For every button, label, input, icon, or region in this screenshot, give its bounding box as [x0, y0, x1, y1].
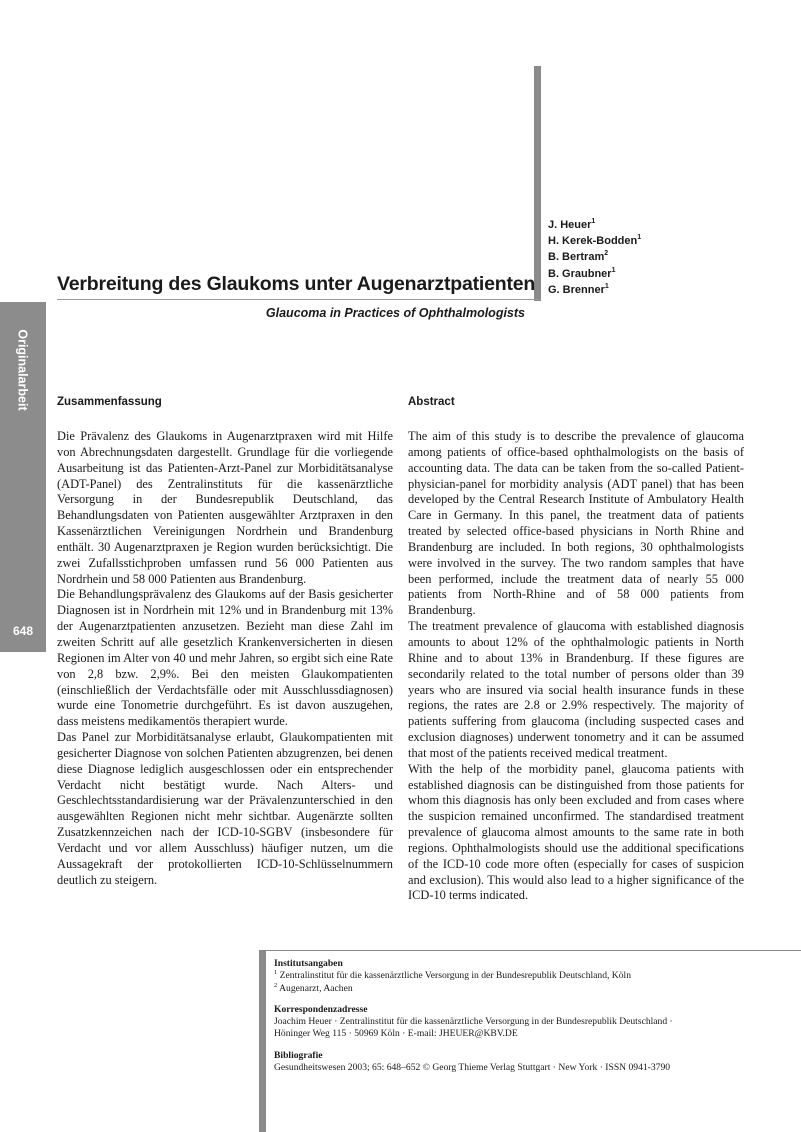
- section-label: Originalarbeit: [16, 328, 30, 411]
- institute-line: $^1$ Zentralinstitut für die kassenärztliche Versorgung in der Bundesrepublik Deutschland, Köln: [274, 969, 631, 982]
- footer-divider: [259, 950, 801, 951]
- bibliography-line: Gesundheitswesen 2003; 65: 648–652 © Georg Thieme Verlag Stuttgart · New York · ISSN 0941-3790: [274, 1062, 671, 1074]
- german-paragraph: Das Panel zur Morbiditätsanalyse erlaubt, Glaukompatienten mit gesicherter Diagnose von solchen Patienten abzugrenzen, bei denen diese Diagnose lediglich ausgeschlossen oder ein entsprechender Verdacht nicht bestätigt wurde. Nach Alters- und Geschlechtsstandardisierung war der Prävalenzunterschied in den ausgewählten Regionen nicht mehr sichtbar. Augenärzte sollten Zusatzkennzeichen nach der ICD-10-SGBV (insbesondere für Verdacht und vor allem Ausschluss) häufiger nutzen, um die Aussagekraft der protokollierten ICD-10-Schlüsselnummern deutlich zu steigern.: [57, 730, 393, 887]
- english-paragraph: With the help of the morbidity panel, glaucoma patients with established diagnosis can be distinguished from those patients for whom this diagnosis has only been excluded and from cases where the suspicion remained unconfirmed. The standardised treatment prevalence of glaucoma almost amounts to the same rate in both regions. Ophthalmologists should use the additional specifications of the ICD-10 code more often (especially for cases of suspicion and exclusion). This would also lead to a higher significance of the ICD-10 terms indicated.: [408, 761, 744, 903]
- article-subtitle: Glaucoma in Practices of Ophthalmologists: [265, 306, 525, 320]
- correspondence-line: Joachim Heuer · Zentralinstitut für die kassenärztliche Versorgung in der Bundesrepublik Deutschland ·: [274, 1016, 673, 1028]
- english-abstract-heading: Abstract: [408, 396, 455, 408]
- bibliography-block: [274, 1050, 794, 1075]
- author: G. Brenner$^1$: [548, 282, 609, 296]
- english-abstract: [408, 396, 744, 904]
- article-title: Verbreitung des Glaukoms unter Augenarztpatienten: [57, 273, 536, 295]
- correspondence-line: Höninger Weg 115 · 50969 Köln · E-mail: JHEUER@KBV.DE: [274, 1028, 518, 1040]
- author: J. Heuer$^1$: [548, 218, 596, 231]
- institute-line: $^2$ Augenarzt, Aachen: [274, 981, 353, 994]
- institutes-heading: Institutsangaben: [274, 958, 343, 969]
- footer-vertical-rule: [259, 950, 266, 1132]
- german-abstract: [57, 396, 393, 888]
- english-paragraph: The treatment prevalence of glaucoma with established diagnosis amounts to about 12% of the ophthalmologic patients in North Rhine and to about 13% in Brandenburg. If these figures are secondarily related to the total number of persons older than 39 years who are insured via social health insurance funds in these regions, the rates are 2.8 or 2.9% respectively. The majority of patients suffering from glaucoma (including suspected cases and exclusion diagnoses) underwent tonometry and it can be assumed that most of the patients received medical treatment.: [408, 619, 744, 760]
- english-paragraph: The aim of this study is to describe the prevalence of glaucoma among patients of office-based ophthalmologists on the basis of accounting data. The data can be taken from the so-called Patient-physician-panel for morbidity analysis (ADT panel) that has been developed by the Central Research Institute of Ambulatory Health Care in Germany. In this panel, the treatment data of patients treated by selected office-based physicians in North Rhine and Brandenburg are included. In both regions, 30 ophthalmologists were involved in the survey. The two random samples that have been performed, include the treatment data of nearly 55 000 patients from North-Rhine and of 58 000 patients from Brandenburg.: [408, 429, 744, 618]
- correspondence-block: [274, 1004, 794, 1041]
- german-paragraph: Die Behandlungsprävalenz des Glaukoms auf der Basis gesicherter Diagnosen ist in Nordrhein mit 12% und in Brandenburg mit 13% der Augenarztpatienten anzusetzen. Bezieht man diese Zahl im zweiten Schritt auf alle gesetzlich Krankenversicherten in diesen Regionen im Alter von 40 und mehr Jahren, so ergibt sich eine Rate von 2,8 bzw. 2,9%. Bei den meisten Glaukompatienten (einschließlich der Verdachtsfälle oder mit Ausschlussdiagnosen) wurde eine Tonometrie durchgeführt. Es ist davon auszugehen, dass meistens medikamentös therapiert wurde.: [57, 587, 393, 729]
- page-number: 648: [12, 624, 34, 638]
- author: B. Bertram$^2$: [548, 250, 609, 264]
- correspondence-heading: Korrespondenzadresse: [274, 1003, 368, 1015]
- title-underline: [57, 299, 541, 300]
- header-vertical-rule: [534, 66, 541, 301]
- author: H. Kerek-Bodden$^1$: [548, 234, 642, 248]
- german-paragraph: Die Prävalenz des Glaukoms in Augenarztpraxen wird mit Hilfe von Abrechnungsdaten dargestellt. Grundlage für die vorliegende Ausarbeitung ist das Patienten-Arzt-Panel zur Morbiditätsanalyse (ADT-Panel) des Zentralinstituts für die kassenärztliche Versorgung in der Bundesrepublik Deutschland, das Behandlungsdaten von Patienten ausgewählter Arztpraxen in den Kassenärztlichen Vereinigungen Nordrhein und Brandenburg enthält. 30 Augenarztpraxen je Region wurden berücksichtigt. Die zwei Zufallsstichproben umfassen rund 56 000 Patienten aus Nordrhein und 58 000 Patienten aus Brandenburg.: [57, 429, 393, 586]
- article-footer: [274, 958, 794, 1083]
- author: B. Graubner$^1$: [548, 266, 616, 280]
- bibliography-heading: Bibliografie: [274, 1049, 323, 1061]
- german-abstract-heading: Zusammenfassung: [57, 396, 162, 408]
- author-list: [548, 217, 641, 298]
- institutes-block: [274, 958, 794, 995]
